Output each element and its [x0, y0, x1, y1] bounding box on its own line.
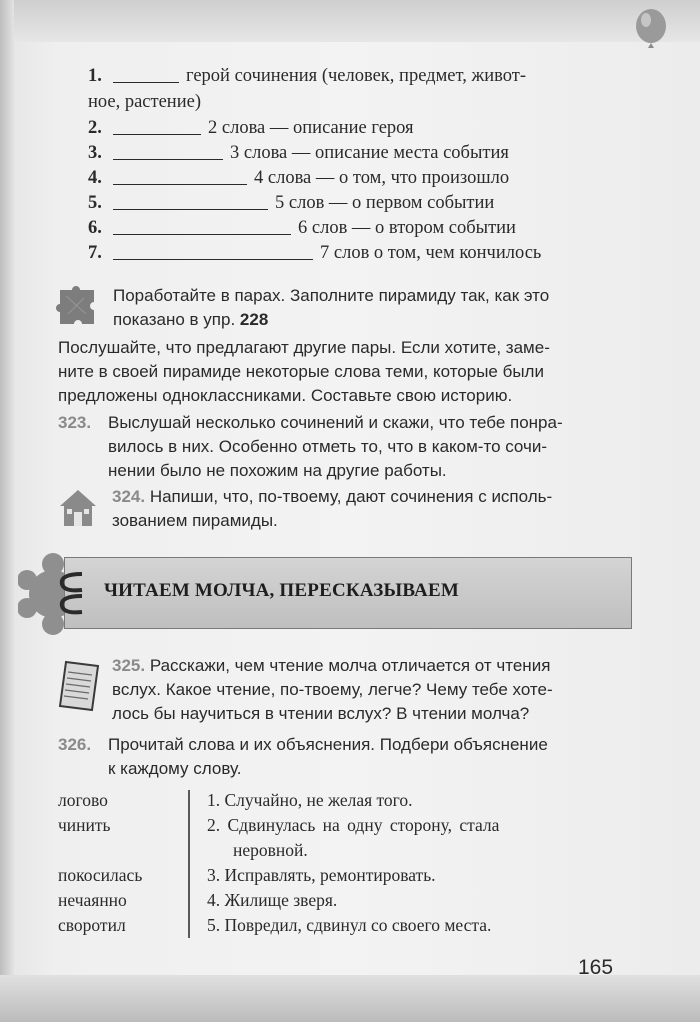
balloon-icon: [632, 8, 670, 52]
answer-blank[interactable]: [113, 143, 223, 160]
answer-blank[interactable]: [113, 243, 313, 260]
answer-blank[interactable]: [113, 218, 291, 235]
pair-task-line: Поработайте в парах. Заполните пирамиду так, как это: [113, 286, 550, 305]
paragraph-line: предложены одноклассниками. Составьте свою историю.: [58, 386, 513, 405]
word-item: нечаянно: [58, 890, 127, 910]
definition-item: 5. Повредил, сдвинул со своего места.: [207, 915, 492, 935]
exercise-line: Расскажи, чем чтение молча отличается от чтения: [149, 656, 551, 675]
exercise-number: 324.: [112, 487, 146, 506]
exercise-326: [58, 733, 548, 781]
exercise-number: 323.: [58, 413, 92, 432]
paragraph-line: ните в своей пирамиде некоторые слова теми, которые были: [58, 362, 544, 381]
section-heading: ЧИТАЕМ МОЛЧА, ПЕРЕСКАЗЫВАЕМ: [104, 580, 459, 601]
exercise-line: Выслушай несколько сочинений и скажи, что тебе понра-: [108, 413, 563, 432]
column-divider: [188, 790, 190, 938]
exercise-line: вилось в них. Особенно отметь то, что в каком-то сочи-: [108, 437, 548, 456]
exercise-line: нении было не похожим на другие работы.: [108, 461, 447, 480]
word-item: логово: [58, 790, 108, 810]
pair-task-line: показано в упр. 228: [113, 310, 269, 329]
puzzle-icon: [56, 284, 100, 328]
exercise-324: [112, 485, 552, 533]
listen-paragraph: [58, 336, 550, 408]
pyramid-num: 3.: [88, 143, 102, 163]
pyramid-num: 1.: [88, 66, 102, 86]
pyramid-text: 2 слова — описание героя: [208, 118, 414, 138]
pyramid-text: 4 слова — о том, что произошло: [254, 168, 510, 188]
definition-item: 1. Случайно, не желая того.: [207, 790, 413, 810]
pyramid-text: 7 слов о том, чем кончилось: [320, 243, 542, 263]
pyramid-text: 5 слов — о первом событии: [275, 193, 495, 213]
pyramid-text: герой сочинения (человек, предмет, живот-: [186, 66, 526, 86]
exercise-line: Напиши, что, по-твоему, дают сочинения с исполь-: [149, 487, 553, 506]
answer-blank[interactable]: [113, 118, 201, 135]
page-number: 165: [578, 956, 614, 979]
definition-item: 4. Жилище зверя.: [207, 890, 338, 910]
exercise-line: зованием пирамиды.: [112, 511, 278, 530]
answer-blank[interactable]: [113, 66, 179, 83]
paragraph-line: Послушайте, что предлагают другие пары. Если хотите, заме-: [58, 338, 550, 357]
pyramid-text: 6 слов — о втором событии: [298, 218, 516, 238]
house-icon: [56, 486, 100, 528]
notebook-icon: [58, 658, 102, 714]
pyramid-text: ное, растение): [88, 92, 201, 112]
word-item: чинить: [58, 815, 111, 835]
exercise-number: 326.: [58, 735, 92, 754]
top-decor-band: [0, 0, 700, 42]
pyramid-num: 6.: [88, 218, 102, 238]
exercise-325: [112, 654, 553, 726]
pair-task: [113, 284, 549, 332]
left-decor-band: [0, 0, 14, 1022]
exercise-ref: 228: [239, 310, 269, 329]
word-item: своротил: [58, 915, 126, 935]
pyramid-num: 4.: [88, 168, 102, 188]
pyramid-num: 2.: [88, 118, 102, 138]
pyramid-text: 3 слова — описание места события: [230, 143, 509, 163]
definition-item: 3. Исправлять, ремонтировать.: [207, 865, 436, 885]
answer-blank[interactable]: [113, 193, 268, 210]
word-item: покосилась: [58, 865, 143, 885]
exercise-line: лось бы научиться в чтении вслух? В чтении молча?: [112, 704, 530, 723]
pyramid-num: 7.: [88, 243, 102, 263]
binder-ring-icon: [52, 566, 98, 620]
exercise-line: Прочитай слова и их объяснения. Подбери объяснение: [108, 735, 548, 754]
pyramid-num: 5.: [88, 193, 102, 213]
exercise-323: [58, 411, 563, 483]
exercise-line: вслух. Какое чтение, по-твоему, легче? Чему тебе хоте-: [112, 680, 553, 699]
bottom-decor-band: [0, 975, 700, 1022]
answer-blank[interactable]: [113, 168, 247, 185]
exercise-number: 325.: [112, 656, 146, 675]
exercise-line: к каждому слову.: [108, 759, 242, 778]
definition-item: неровной.: [233, 840, 308, 860]
definition-item: 2. Сдвинулась на одну сторону, стала: [207, 815, 500, 835]
